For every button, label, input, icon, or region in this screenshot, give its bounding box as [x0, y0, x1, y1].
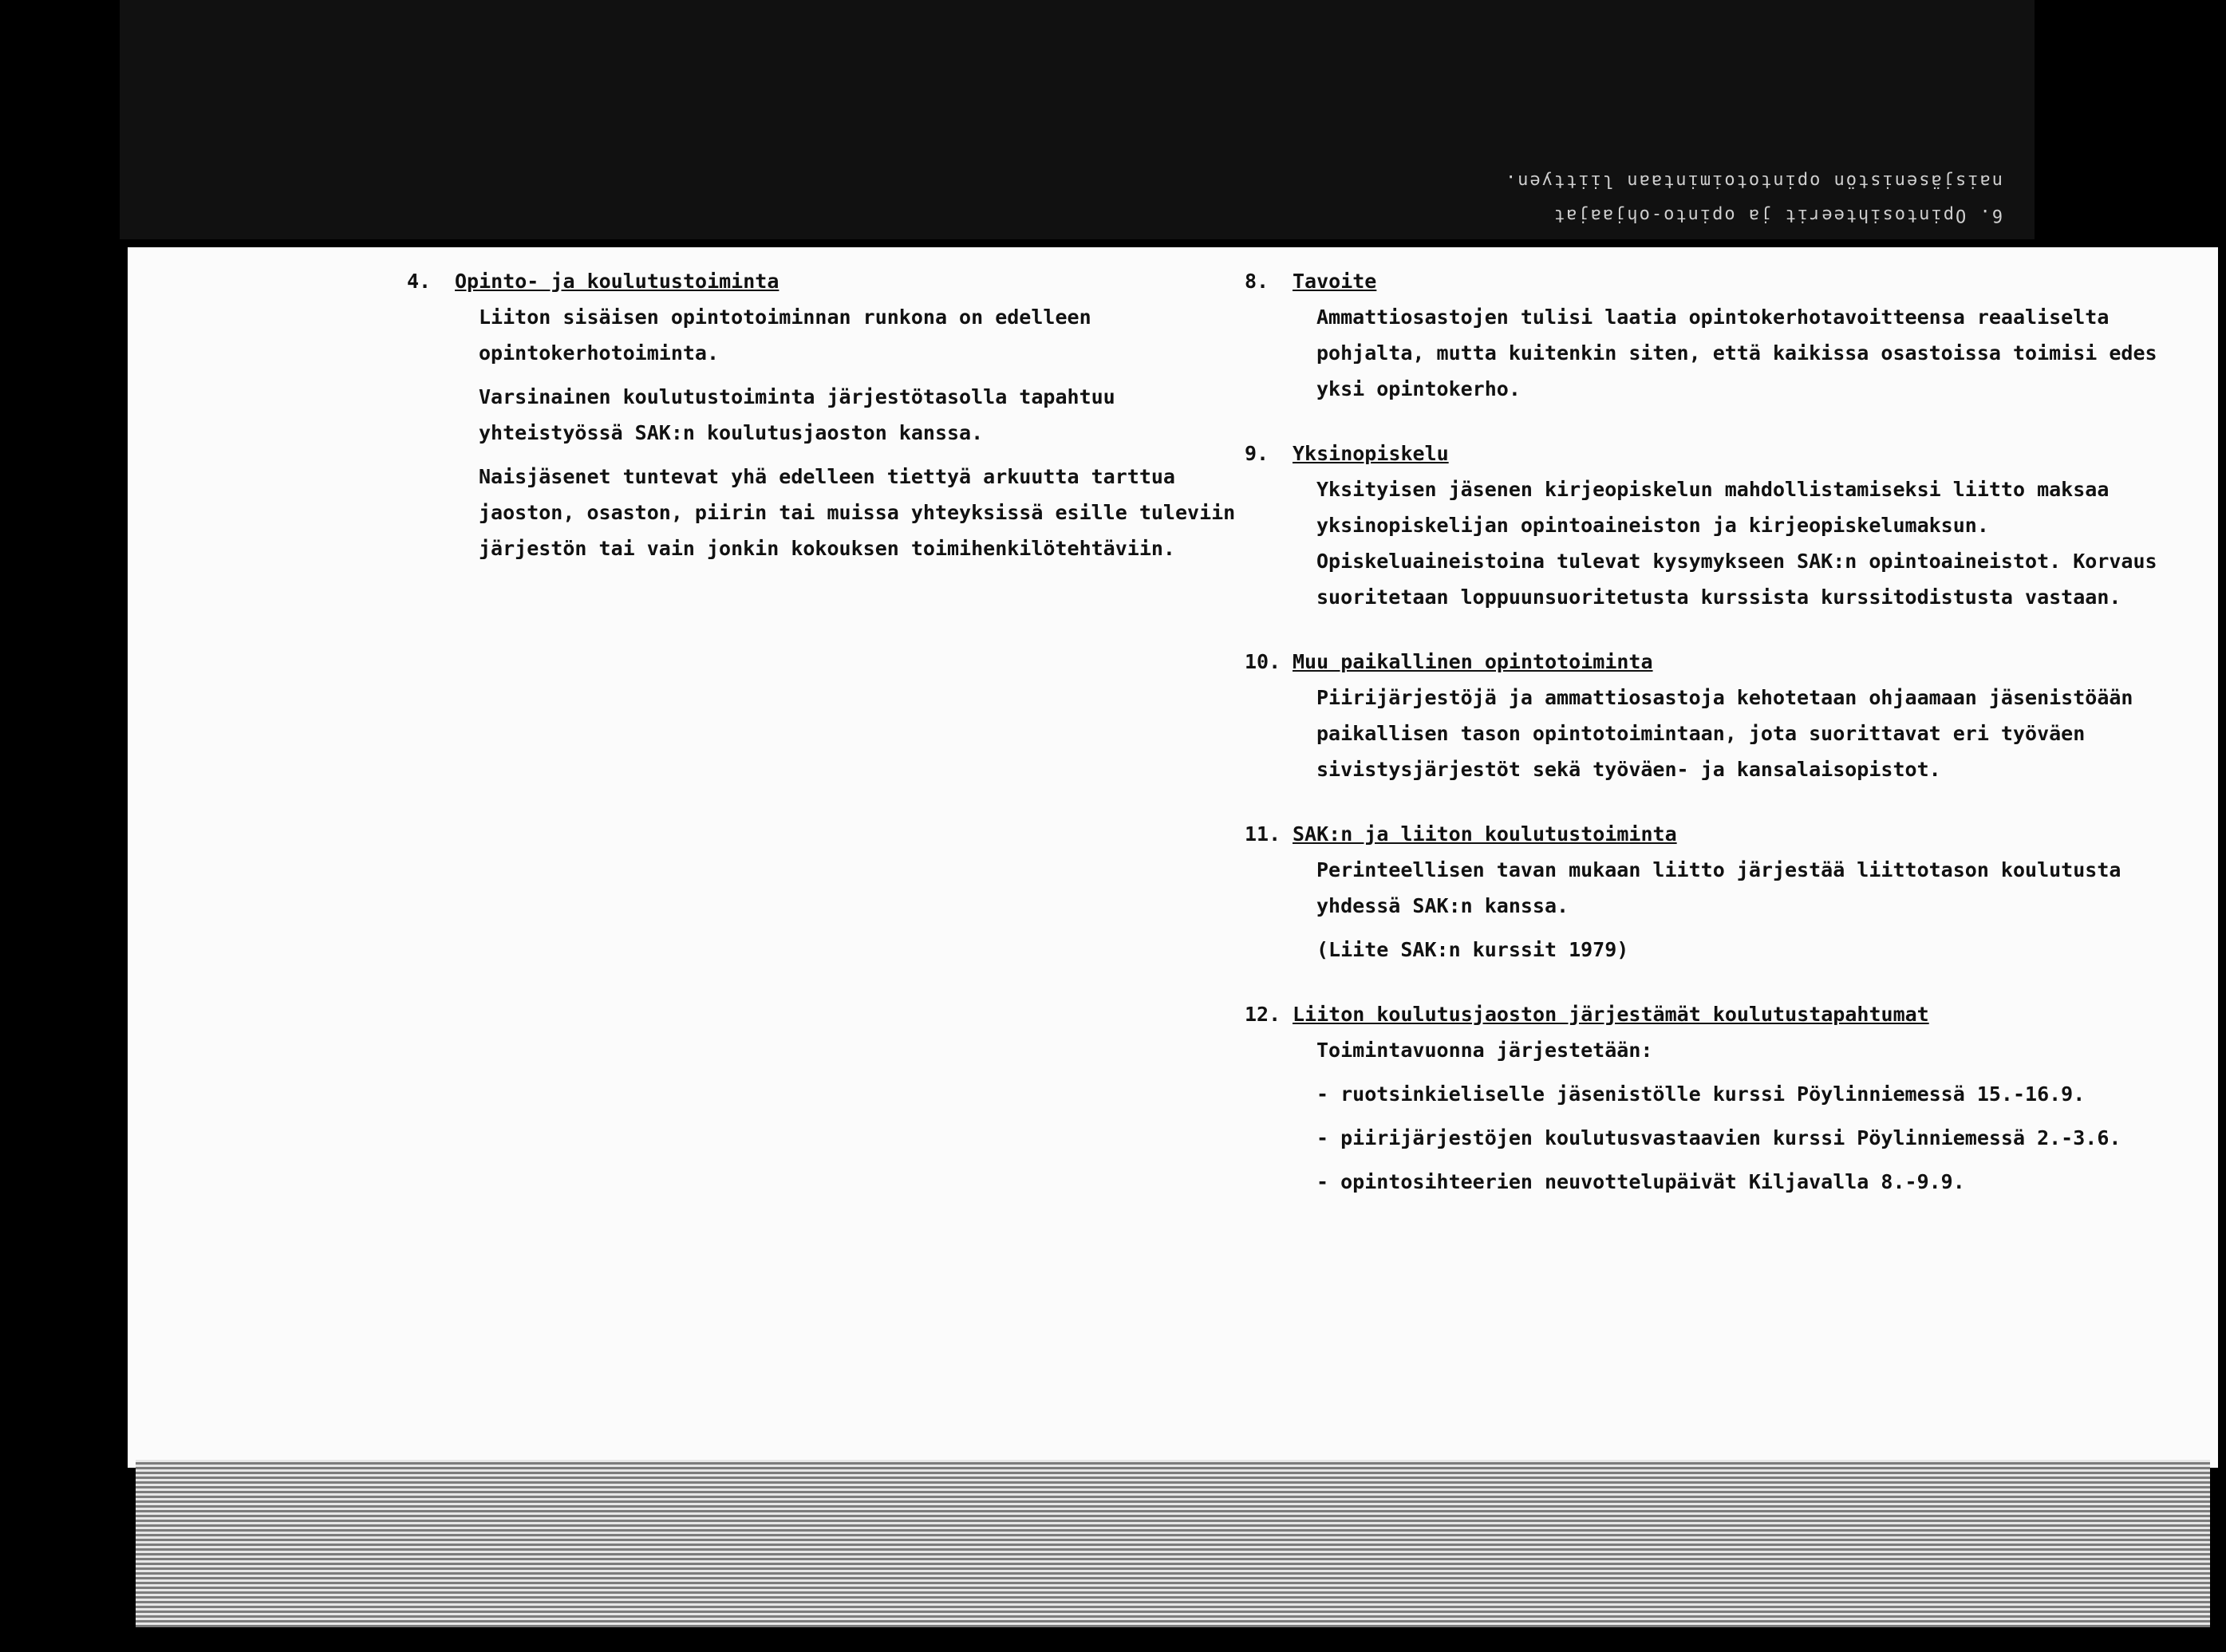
- list-item: - ruotsinkieliselle jäsenistölle kurssi Pöylinniemessä 15.-16.9.: [1316, 1082, 2086, 1106]
- section-number: 8.: [1245, 270, 1269, 293]
- paragraph: Perinteellisen tavan mukaan liitto järjestää liittotason koulutusta yhdessä SAK:n kanssa.: [1316, 858, 2121, 917]
- section-heading: [1245, 644, 2186, 680]
- page-edges: [136, 1460, 2210, 1627]
- section-title: SAK:n ja liiton koulutustoiminta: [1293, 822, 1677, 846]
- list-item: - opintosihteerien neuvottelupäivät Kiljavalla 8.-9.9.: [1316, 1170, 1965, 1193]
- section-11: [1245, 816, 2186, 968]
- section-heading: [1245, 816, 2186, 852]
- section-8: [1245, 263, 2186, 407]
- paragraph: Piirijärjestöjä ja ammattiosastoja kehotetaan ohjaamaan jäsenistöään paikallisen tason opintotoimintaan, jota suorittavat eri työväen sivistysjärjestöt sekä työväen- ja kansalaisopistot.: [1316, 686, 2133, 781]
- section-9: [1245, 436, 2186, 615]
- section-number: 12.: [1245, 1003, 1281, 1026]
- section-number: 4.: [407, 270, 432, 293]
- paragraph: Liiton sisäisen opintotoiminnan runkona on edelleen opintokerhotoiminta.: [479, 306, 1091, 365]
- section-heading: [407, 263, 1245, 299]
- section-number: 10.: [1245, 650, 1281, 673]
- section-10: [1245, 644, 2186, 787]
- section-12: [1245, 996, 2186, 1200]
- paragraph: Toimintavuonna järjestetään:: [1316, 1039, 1653, 1062]
- list-item: - piirijärjestöjen koulutusvastaavien kurssi Pöylinniemessä 2.-3.6.: [1316, 1126, 2121, 1149]
- paragraph: Varsinainen koulutustoiminta järjestötasolla tapahtuu yhteistyössä SAK:n koulutusjaoston kanssa.: [479, 385, 1115, 444]
- section-title: Opinto- ja koulutustoiminta: [455, 270, 779, 293]
- flipped-line: naisjäsenistön opintotoimintaan liittyen.: [1503, 171, 2003, 191]
- left-column: [407, 263, 1245, 595]
- section-title: Tavoite: [1293, 270, 1377, 293]
- section-heading: [1245, 263, 2186, 299]
- document-page: [128, 247, 2218, 1468]
- flipped-line: 6. Opintosihteerit ja opinto-ohjaajat: [1552, 205, 2003, 225]
- paragraph: Ammattiosastojen tulisi laatia opintokerhotavoitteensa reaaliselta pohjalta, mutta kuitenkin siten, että kaikissa osastoissa toimisi edes yksi opintokerho.: [1316, 306, 2157, 400]
- section-4: [407, 263, 1245, 566]
- flipped-previous-page: [120, 0, 2035, 239]
- paragraph: Yksityisen jäsenen kirjeopiskelun mahdollistamiseksi liitto maksaa yksinopiskelijan opintoaineiston ja kirjeopiskelumaksun. Opiskeluaineistoina tulevat kysymykseen SAK:n opintoaineistot. Korvaus suoritetaan loppuunsuoritetusta kurssista kurssitodistusta vastaan.: [1316, 478, 2157, 609]
- section-title: Yksinopiskelu: [1293, 442, 1449, 465]
- paragraph: (Liite SAK:n kurssit 1979): [1316, 938, 1629, 961]
- section-number: 11.: [1245, 822, 1281, 846]
- section-heading: [1245, 996, 2186, 1032]
- section-title: Liiton koulutusjaoston järjestämät koulutustapahtumat: [1293, 1003, 1929, 1026]
- right-column: [1245, 263, 2186, 1228]
- section-number: 9.: [1245, 442, 1269, 465]
- section-title: Muu paikallinen opintotoiminta: [1293, 650, 1653, 673]
- section-heading: [1245, 436, 2186, 471]
- paragraph: Naisjäsenet tuntevat yhä edelleen tiettyä arkuutta tarttua jaoston, osaston, piirin tai muissa yhteyksissä esille tuleviin järjestön tai vain jonkin kokouksen toimihenkilötehtäviin.: [479, 465, 1236, 560]
